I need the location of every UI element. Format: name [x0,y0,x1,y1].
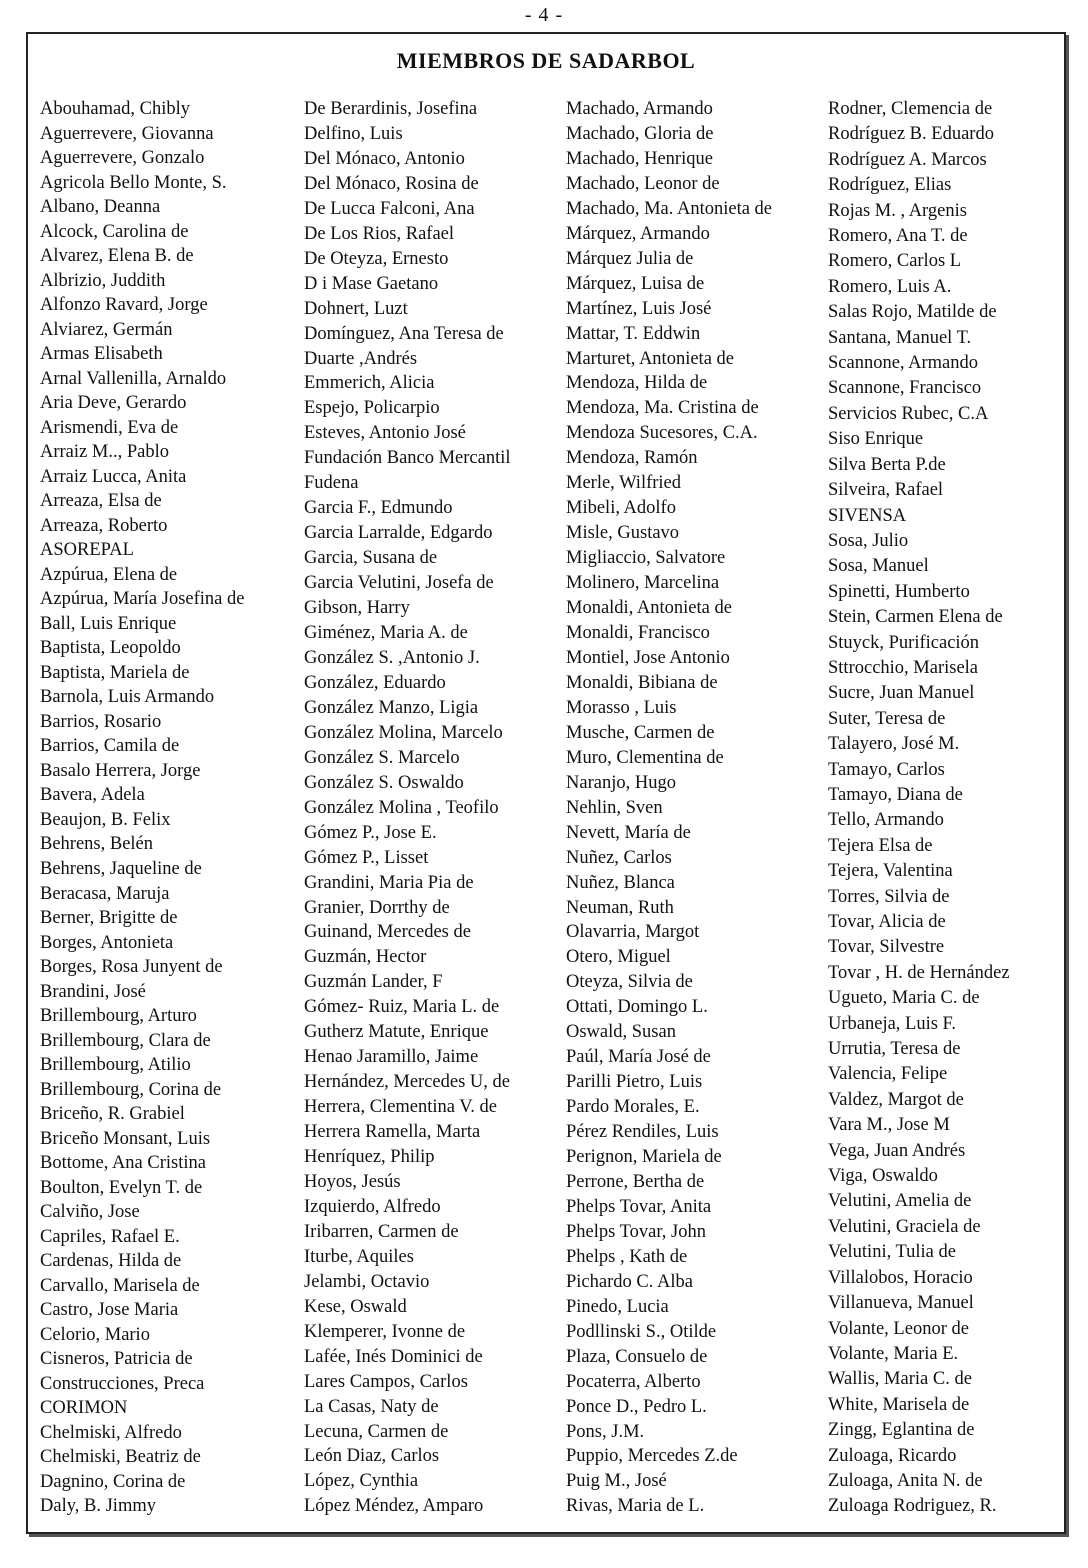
member-name: Guinand, Mercedes de [304,922,471,943]
member-name: De Oteyza, Ernesto [304,248,449,269]
member-name: Arraiz M.., Pablo [40,442,169,463]
member-name: Iturbe, Aquiles [304,1246,414,1267]
member-name: Monaldi, Antonieta de [566,598,732,619]
member-name: Volante, Leonor de [828,1318,969,1339]
member-name: Agricola Bello Monte, S. [40,172,227,193]
member-name: Behrens, Jaqueline de [40,858,202,879]
member-name: SIVENSA [828,505,907,526]
member-name: Musche, Carmen de [566,722,715,743]
member-name: Silva Berta P.de [828,454,946,475]
member-name: CORIMON [40,1398,128,1419]
member-name: Azpúrua, Elena de [40,564,178,585]
member-name: ASOREPAL [40,540,134,561]
member-name: Velutini, Amelia de [828,1191,972,1212]
page-number: - 4 - [524,4,564,26]
member-name: Machado, Ma. Antonieta de [566,198,773,219]
member-name: Rodríguez B. Eduardo [828,124,994,145]
member-name: Lecuna, Carmen de [304,1421,449,1442]
member-name: Construcciones, Preca [40,1373,205,1394]
member-name: Basalo Herrera, Jorge [40,760,201,781]
member-name: Baptista, Mariela de [40,662,190,683]
member-name: Sosa, Manuel [828,556,929,577]
member-name: Machado, Leonor de [566,173,720,194]
member-name: Molinero, Marcelina [566,573,720,594]
member-name: Plaza, Consuelo de [566,1346,708,1367]
member-name: Podllinski S., Otilde [566,1321,717,1342]
member-name: Fundación Banco Mercantil [304,448,511,469]
member-name: Rodríguez A. Marcos [828,149,987,170]
member-name: Salas Rojo, Matilde de [828,302,997,323]
member-name: Arreaza, Roberto [40,515,168,536]
member-name: Stuyck, Purificación [828,632,980,653]
member-name: Jelambi, Octavio [304,1271,430,1292]
member-name: Spinetti, Humberto [828,581,970,602]
member-name: Zuloaga, Anita N. de [828,1470,983,1491]
member-name: Gutherz Matute, Enrique [304,1022,489,1043]
member-name: López, Cynthia [304,1471,419,1492]
member-name: Celorio, Mario [40,1324,150,1345]
member-name: Herrera, Clementina V. de [304,1097,497,1118]
member-name: Misle, Gustavo [566,523,680,544]
member-name: Iribarren, Carmen de [304,1221,459,1242]
member-name: Parilli Pietro, Luis [566,1072,703,1093]
member-name: Perrone, Bertha de [566,1171,705,1192]
member-name: Abouhamad, Chibly [40,99,191,119]
member-name: Phelps Tovar, Anita [566,1196,712,1217]
member-name: Dagnino, Corina de [40,1471,186,1492]
member-name: Pardo Morales, E. [566,1097,700,1118]
member-name: Kese, Oswald [304,1296,407,1317]
member-name: Servicios Rubec, C.A [828,403,989,424]
member-name: Romero, Ana T. de [828,226,968,247]
member-name: Romero, Luis A. [828,276,952,297]
member-name: Granier, Dorrthy de [304,897,450,918]
member-name: Suter, Teresa de [828,708,946,729]
member-name: Oteyza, Silvia de [566,972,693,993]
member-name: Albrizio, Juddith [40,270,166,291]
member-name: Del Mónaco, Antonio [304,148,465,169]
member-name: Azpúrua, María Josefina de [40,589,245,610]
members-column-3 [566,98,828,1518]
member-name: Arraiz Lucca, Anita [40,466,187,487]
member-name: Barrios, Camila de [40,736,180,757]
member-name: Márquez, Luisa de [566,273,705,294]
member-name: Espejo, Policarpio [304,398,440,419]
member-name: Alviarez, Germán [40,319,173,340]
member-name: Pichardo C. Alba [566,1271,693,1292]
member-name: Arismendi, Eva de [40,417,179,438]
member-name: González Molina, Marcelo [304,722,503,743]
member-name: Neuman, Ruth [566,897,674,918]
member-name: González Molina , Teofilo [304,797,499,818]
member-name: Muro, Clementina de [566,747,724,768]
member-name: Tovar , H. de Hernández [828,962,1010,983]
member-name: Nuñez, Blanca [566,872,675,893]
member-name: Zingg, Eglantina de [828,1420,975,1441]
member-name: Villalobos, Horacio [828,1267,973,1288]
member-name: Dohnert, Luzt [304,298,408,319]
member-name: Silveira, Rafael [828,480,944,501]
member-name: González S. ,Antonio J. [304,647,480,668]
member-name: Sucre, Juan Manuel [828,683,975,704]
members-column-1 [40,98,302,1518]
member-name: Garcia, Susana de [304,548,438,569]
member-name: Armas Elisabeth [40,344,163,365]
member-name: Beracasa, Maruja [40,883,170,904]
member-name: Izquierdo, Alfredo [304,1196,441,1217]
member-name: Santana, Manuel T. [828,327,972,348]
member-name: Lafée, Inés Dominici de [304,1346,483,1367]
member-name: Valencia, Felipe [828,1064,948,1085]
member-name: Torres, Silvia de [828,886,950,907]
member-name: Duarte ,Andrés [304,348,418,369]
member-name: Cisneros, Patricia de [40,1349,193,1370]
member-name: Morasso , Luis [566,697,677,718]
member-name: González, Eduardo [304,672,446,693]
member-name: Del Mónaco, Rosina de [304,173,479,194]
member-name: Montiel, Jose Antonio [566,647,730,668]
member-name: Rivas, Maria de L. [566,1496,705,1517]
member-name: Baptista, Leopoldo [40,638,181,659]
member-name: Phelps , Kath de [566,1246,688,1267]
member-name: Castro, Jose Maria [40,1300,179,1321]
member-name: Albano, Deanna [40,197,161,218]
member-name: Brillembourg, Corina de [40,1079,222,1100]
member-name: Delfino, Luis [304,123,403,144]
member-name: Siso Enrique [828,429,924,450]
member-name: López Méndez, Amparo [304,1496,484,1517]
member-name: Barrios, Rosario [40,711,162,732]
member-name: Márquez Julia de [566,248,694,269]
member-name: Puppio, Mercedes Z.de [566,1446,738,1467]
member-name: Villanueva, Manuel [828,1293,974,1314]
member-name: Pons, J.M. [566,1421,645,1442]
member-name: Aguerrevere, Giovanna [40,123,214,144]
member-name: Oswald, Susan [566,1022,676,1043]
member-name: Brandini, José [40,981,146,1002]
member-name: González S. Marcelo [304,747,460,768]
member-name: Henao Jaramillo, Jaime [304,1047,479,1068]
member-name: Briceño Monsant, Luis [40,1128,211,1149]
member-name: Perignon, Mariela de [566,1147,722,1168]
member-name: Stein, Carmen Elena de [828,607,1003,628]
member-name: Alfonzo Ravard, Jorge [40,295,208,316]
member-name: Puig M., José [566,1471,667,1492]
member-name: Rojas M. , Argenis [828,200,967,221]
member-name: Gibson, Harry [304,598,410,619]
member-name: Borges, Antonieta [40,932,174,953]
member-name: Scannone, Armando [828,353,979,374]
member-name: Boulton, Evelyn T. de [40,1177,203,1198]
member-name: Machado, Gloria de [566,123,714,144]
member-name: Martínez, Luis José [566,298,712,319]
member-name: Bavera, Adela [40,785,145,806]
member-name: Sttrocchio, Marisela [828,657,979,678]
member-name: Merle, Wilfried [566,473,682,494]
member-name: Berner, Brigitte de [40,908,178,929]
member-name: Tovar, Silvestre [828,937,945,958]
member-name: Viga, Oswaldo [828,1166,938,1187]
member-name: Ponce D., Pedro L. [566,1396,707,1417]
member-name: Velutini, Tulia de [828,1242,956,1263]
member-name: Daly, B. Jimmy [40,1496,156,1517]
member-name: Otero, Miguel [566,947,671,968]
member-name: Klemperer, Ivonne de [304,1321,466,1342]
member-name: Ottati, Domingo L. [566,997,708,1018]
member-name: Giménez, Maria A. de [304,623,468,644]
member-name: La Casas, Naty de [304,1396,439,1417]
member-name: Aria Deve, Gerardo [40,393,187,414]
member-name: León Diaz, Carlos [304,1446,440,1467]
member-name: De Lucca Falconi, Ana [304,198,475,219]
member-name: Tello, Armando [828,810,944,831]
member-name: Fudena [304,473,359,494]
member-name: Mattar, T. Eddwin [566,323,701,344]
member-name: Tamayo, Carlos [828,759,945,780]
member-name: Mibeli, Adolfo [566,498,676,519]
member-name: Nuñez, Carlos [566,847,672,868]
member-name: Machado, Armando [566,99,713,119]
member-name: Lares Campos, Carlos [304,1371,468,1392]
member-name: Velutini, Graciela de [828,1216,981,1237]
member-name: Scannone, Francisco [828,378,982,399]
members-column-2 [304,98,566,1518]
member-name: Olavarria, Margot [566,922,700,943]
member-name: Borges, Rosa Junyent de [40,957,223,978]
member-name: Chelmiski, Alfredo [40,1422,182,1443]
member-name: Mendoza, Ma. Cristina de [566,398,759,419]
member-name: Monaldi, Bibiana de [566,672,718,693]
member-name: Marturet, Antonieta de [566,348,734,369]
member-name: D i Mase Gaetano [304,273,439,294]
member-name: Aguerrevere, Gonzalo [40,148,205,169]
member-name: Monaldi, Francisco [566,623,710,644]
member-name: Nehlin, Sven [566,797,663,818]
member-name: Migliaccio, Salvatore [566,548,726,569]
member-name: Rodríguez, Elias [828,175,952,196]
member-name: Brillembourg, Arturo [40,1006,197,1027]
page-title: MIEMBROS DE SADARBOL [396,48,696,73]
member-name: Briceño, R. Grabiel [40,1104,185,1125]
member-name: Vega, Juan Andrés [828,1140,966,1161]
member-name: Arnal Vallenilla, Arnaldo [40,368,227,389]
member-name: Nevett, María de [566,822,691,843]
member-name: Henríquez, Philip [304,1147,435,1168]
member-name: Beaujon, B. Felix [40,809,171,830]
member-name: Garcia Larralde, Edgardo [304,523,493,544]
member-name: Guzmán Lander, F [304,972,443,993]
member-name: Calviño, Jose [40,1202,140,1223]
member-name: Romero, Carlos L [828,251,962,272]
member-name: Vara M., Jose M [828,1115,950,1136]
member-name: Cardenas, Hilda de [40,1251,182,1272]
member-name: Hoyos, Jesús [304,1171,401,1192]
member-name: De Los Rios, Rafael [304,223,455,244]
member-name: Domínguez, Ana Teresa de [304,323,504,344]
member-name: Capriles, Rafael E. [40,1226,180,1247]
member-name: Naranjo, Hugo [566,772,676,793]
member-name: Herrera Ramella, Marta [304,1122,481,1143]
member-name: Ugueto, Maria C. de [828,988,980,1009]
member-name: Emmerich, Alicia [304,373,435,394]
member-name: Pocaterra, Alberto [566,1371,701,1392]
member-name: Gómez- Ruiz, Maria L. de [304,997,500,1018]
member-name: González S. Oswaldo [304,772,464,793]
member-name: Márquez, Armando [566,223,710,244]
member-name: Behrens, Belén [40,834,154,855]
member-name: Volante, Maria E. [828,1343,959,1364]
member-name: Carvallo, Marisela de [40,1275,200,1296]
member-name: Pérez Rendiles, Luis [566,1122,719,1143]
member-name: Zuloaga, Ricardo [828,1445,957,1466]
member-name: Chelmiski, Beatriz de [40,1447,201,1468]
member-name: Sosa, Julio [828,530,909,551]
member-name: White, Marisela de [828,1394,970,1415]
member-name: Urbaneja, Luis F. [828,1013,956,1034]
member-name: Tamayo, Diana de [828,784,963,805]
member-name: Barnola, Luis Armando [40,687,215,708]
members-column-4 [828,98,1064,1518]
member-name: Alcock, Carolina de [40,221,189,242]
member-name: Pinedo, Lucia [566,1296,669,1317]
member-name: Wallis, Maria C. de [828,1369,972,1390]
member-name: Tejera Elsa de [828,835,933,856]
member-name: Tejera, Valentina [828,861,953,882]
member-name: Mendoza Sucesores, C.A. [566,423,758,444]
member-name: Grandini, Maria Pia de [304,872,474,893]
member-name: Garcia F., Edmundo [304,498,453,519]
member-name: Phelps Tovar, John [566,1221,706,1242]
member-name: Alvarez, Elena B. de [40,246,194,267]
member-name: Zuloaga Rodriguez, R. [828,1496,997,1517]
member-name: Guzmán, Hector [304,947,427,968]
member-name: Hernández, Mercedes U, de [304,1072,510,1093]
member-name: Gómez P., Jose E. [304,822,437,843]
members-box [26,32,1066,1534]
member-name: Esteves, Antonio José [304,423,466,444]
member-name: Brillembourg, Atilio [40,1055,191,1076]
member-name: Machado, Henrique [566,148,713,169]
member-name: Brillembourg, Clara de [40,1030,211,1051]
member-name: De Berardinis, Josefina [304,99,478,119]
member-name: González Manzo, Ligia [304,697,479,718]
member-name: Garcia Velutini, Josefa de [304,573,494,594]
member-name: Rodner, Clemencia de [828,99,993,119]
member-name: Ball, Luis Enrique [40,613,177,634]
member-name: Mendoza, Ramón [566,448,698,469]
member-name: Valdez, Margot de [828,1089,964,1110]
member-name: Arreaza, Elsa de [40,491,162,512]
member-name: Mendoza, Hilda de [566,373,708,394]
member-name: Urrutia, Teresa de [828,1039,961,1060]
member-name: Tovar, Alicia de [828,912,946,932]
member-name: Gómez P., Lisset [304,847,429,868]
member-name: Paúl, María José de [566,1047,711,1068]
member-name: Bottome, Ana Cristina [40,1153,206,1174]
member-name: Talayero, José M. [828,734,960,755]
